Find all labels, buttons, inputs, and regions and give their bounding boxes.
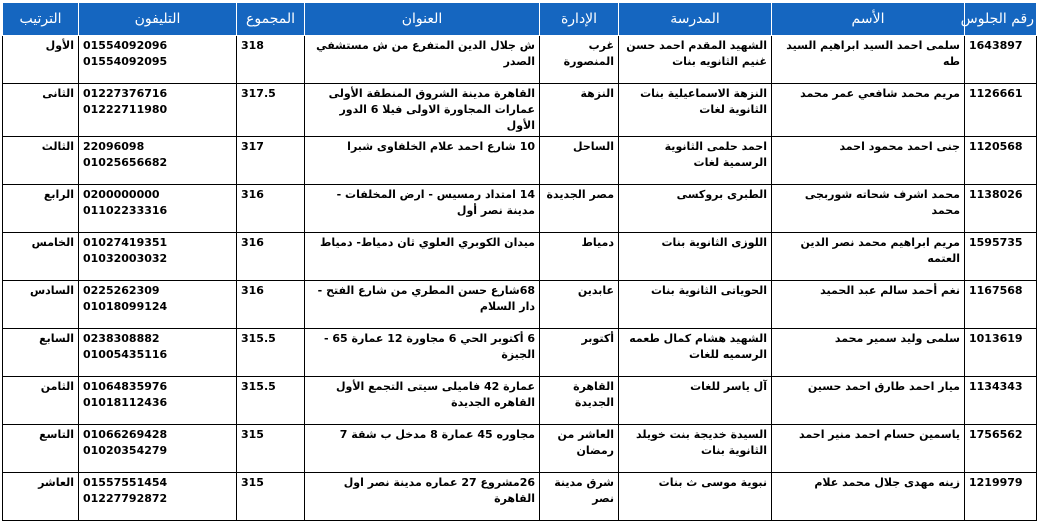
table-row: [3, 329, 1037, 377]
phone-secondary: 01018099124: [83, 300, 168, 313]
rank: الرابع: [3, 185, 79, 233]
school-name: اللوزى الثانوية بنات: [619, 233, 772, 281]
rank: السابع: [3, 329, 79, 377]
total-score: 316: [237, 185, 305, 233]
administration: غرب المنصورة: [540, 36, 619, 84]
seat-number: 1013619: [965, 329, 1037, 377]
school-name: احمد حلمى الثانوية الرسمية لغات: [619, 137, 772, 185]
phone-cell: [79, 473, 237, 521]
rank: العاشر: [3, 473, 79, 521]
phone-secondary: 01018112436: [83, 396, 168, 409]
school-name: النزهة الاسماعيلية بنات الثانوية لغات: [619, 84, 772, 137]
phone-cell: [79, 84, 237, 137]
phone-secondary: 01032003032: [83, 252, 168, 265]
student-name: نغم أحمد سالم عبد الحميد: [772, 281, 965, 329]
table-row: [3, 185, 1037, 233]
header-seat: رقم الجلوس: [965, 3, 1037, 36]
total-score: 316: [237, 281, 305, 329]
phone-cell: [79, 425, 237, 473]
school-name: آل ياسر للغات: [619, 377, 772, 425]
phone-secondary: 01025656682: [83, 156, 168, 169]
school-name: الطبرى بروكسى: [619, 185, 772, 233]
table-row: [3, 233, 1037, 281]
administration: شرق مدينة نصر: [540, 473, 619, 521]
seat-number: 1134343: [965, 377, 1037, 425]
total-score: 316: [237, 233, 305, 281]
address: ش جلال الدين المتفرع من ش مستشفي الصدر: [305, 36, 540, 84]
seat-number: 1595735: [965, 233, 1037, 281]
table-row: [3, 473, 1037, 521]
table-row: [3, 137, 1037, 185]
phone-secondary: 01227792872: [83, 492, 168, 505]
total-score: 315.5: [237, 329, 305, 377]
student-name: مريم محمد شافعي عمر محمد: [772, 84, 965, 137]
rank: الأول: [3, 36, 79, 84]
address: مجاوره 45 عمارة 8 مدخل ب شقة 7: [305, 425, 540, 473]
phone-primary: 0200000000: [83, 188, 160, 201]
phone-cell: [79, 185, 237, 233]
total-score: 318: [237, 36, 305, 84]
rank: الثالث: [3, 137, 79, 185]
address: عمارة 42 فاميلى سيتى التجمع الأول القاهره الجديدة: [305, 377, 540, 425]
administration: الساحل: [540, 137, 619, 185]
seat-number: 1756562: [965, 425, 1037, 473]
administration: النزهة: [540, 84, 619, 137]
phone-primary: 0225262309: [83, 284, 160, 297]
phone-secondary: 01020354279: [83, 444, 168, 457]
header-address: العنوان: [305, 3, 540, 36]
rank: التاسع: [3, 425, 79, 473]
phone-secondary: 01102233316: [83, 204, 168, 217]
phone-primary: 0238308882: [83, 332, 160, 345]
phone-secondary: 01554092095: [83, 55, 168, 68]
header-admin: الإدارة: [540, 3, 619, 36]
phone-cell: [79, 36, 237, 84]
seat-number: 1126661: [965, 84, 1037, 137]
student-name: سلمى احمد السيد ابراهيم السيد طه: [772, 36, 965, 84]
phone-cell: [79, 377, 237, 425]
phone-primary: 01557551454: [83, 476, 168, 489]
phone-cell: [79, 233, 237, 281]
administration: أكتوبر: [540, 329, 619, 377]
table-row: [3, 377, 1037, 425]
address: 14 امتداد رمسيس - ارض المخلفات - مدينة نصر أول: [305, 185, 540, 233]
phone-secondary: 01005435116: [83, 348, 168, 361]
administration: دمياط: [540, 233, 619, 281]
address: 26مشروع 27 عماره مدينة نصر اول القاهرة: [305, 473, 540, 521]
rank: السادس: [3, 281, 79, 329]
header-rank: الترتيب: [3, 3, 79, 36]
address: 68شارع حسن المطري من شارع الفتح - دار السلام: [305, 281, 540, 329]
phone-secondary: 01222711980: [83, 103, 168, 116]
phone-primary: 01554092096: [83, 39, 168, 52]
header-name: الأسم: [772, 3, 965, 36]
phone-primary: 01027419351: [83, 236, 168, 249]
student-name: جنى احمد محمود احمد: [772, 137, 965, 185]
student-name: سلمى وليد سمير محمد: [772, 329, 965, 377]
total-score: 315.5: [237, 377, 305, 425]
phone-primary: 22096098: [83, 140, 145, 153]
school-name: الشهيد هشام كمال طعمه الرسميه للغات: [619, 329, 772, 377]
header-phone: التليفون: [79, 3, 237, 36]
administration: القاهرة الجديدة: [540, 377, 619, 425]
administration: العاشر من رمضان: [540, 425, 619, 473]
total-score: 317: [237, 137, 305, 185]
administration: عابدين: [540, 281, 619, 329]
phone-cell: [79, 329, 237, 377]
student-name: محمد اشرف شحاته شوربجى محمد: [772, 185, 965, 233]
student-name: ميار احمد طارق احمد حسين: [772, 377, 965, 425]
table-row: [3, 84, 1037, 137]
phone-primary: 01064835976: [83, 380, 168, 393]
header-row: [3, 3, 1037, 36]
total-score: 315: [237, 425, 305, 473]
header-total: المجموع: [237, 3, 305, 36]
results-table: [2, 2, 1037, 521]
school-name: الشهيد المقدم احمد حسن غنيم الثانويه بنات: [619, 36, 772, 84]
address: القاهرة مدينة الشروق المنطقة الأولى عمارات المجاورة الاولى فيلا 6 الدور الأول: [305, 84, 540, 137]
header-school: المدرسة: [619, 3, 772, 36]
school-name: نبوية موسى ث بنات: [619, 473, 772, 521]
administration: مصر الجديدة: [540, 185, 619, 233]
seat-number: 1167568: [965, 281, 1037, 329]
phone-cell: [79, 137, 237, 185]
address: ميدان الكوبري العلوي ثان دمياط- دمياط: [305, 233, 540, 281]
table-row: [3, 425, 1037, 473]
address: 10 شارع احمد علام الخلفاوى شبرا: [305, 137, 540, 185]
rank: الخامس: [3, 233, 79, 281]
phone-cell: [79, 281, 237, 329]
total-score: 315: [237, 473, 305, 521]
rank: الثانى: [3, 84, 79, 137]
student-name: مريم ابراهيم محمد نصر الدين العتمه: [772, 233, 965, 281]
phone-primary: 01066269428: [83, 428, 168, 441]
rank: الثامن: [3, 377, 79, 425]
student-name: ياسمين حسام احمد منير احمد: [772, 425, 965, 473]
student-name: زينه مهدى جلال محمد علام: [772, 473, 965, 521]
seat-number: 1643897: [965, 36, 1037, 84]
school-name: الحوياتى الثانوية بنات: [619, 281, 772, 329]
seat-number: 1120568: [965, 137, 1037, 185]
address: 6 أكتوبر الحي 6 مجاورة 12 عمارة 65 - الجيزة: [305, 329, 540, 377]
total-score: 317.5: [237, 84, 305, 137]
phone-primary: 01227376716: [83, 87, 168, 100]
table-row: [3, 36, 1037, 84]
table-row: [3, 281, 1037, 329]
school-name: السيدة خديجة بنت خويلد الثانوية بنات: [619, 425, 772, 473]
seat-number: 1219979: [965, 473, 1037, 521]
seat-number: 1138026: [965, 185, 1037, 233]
